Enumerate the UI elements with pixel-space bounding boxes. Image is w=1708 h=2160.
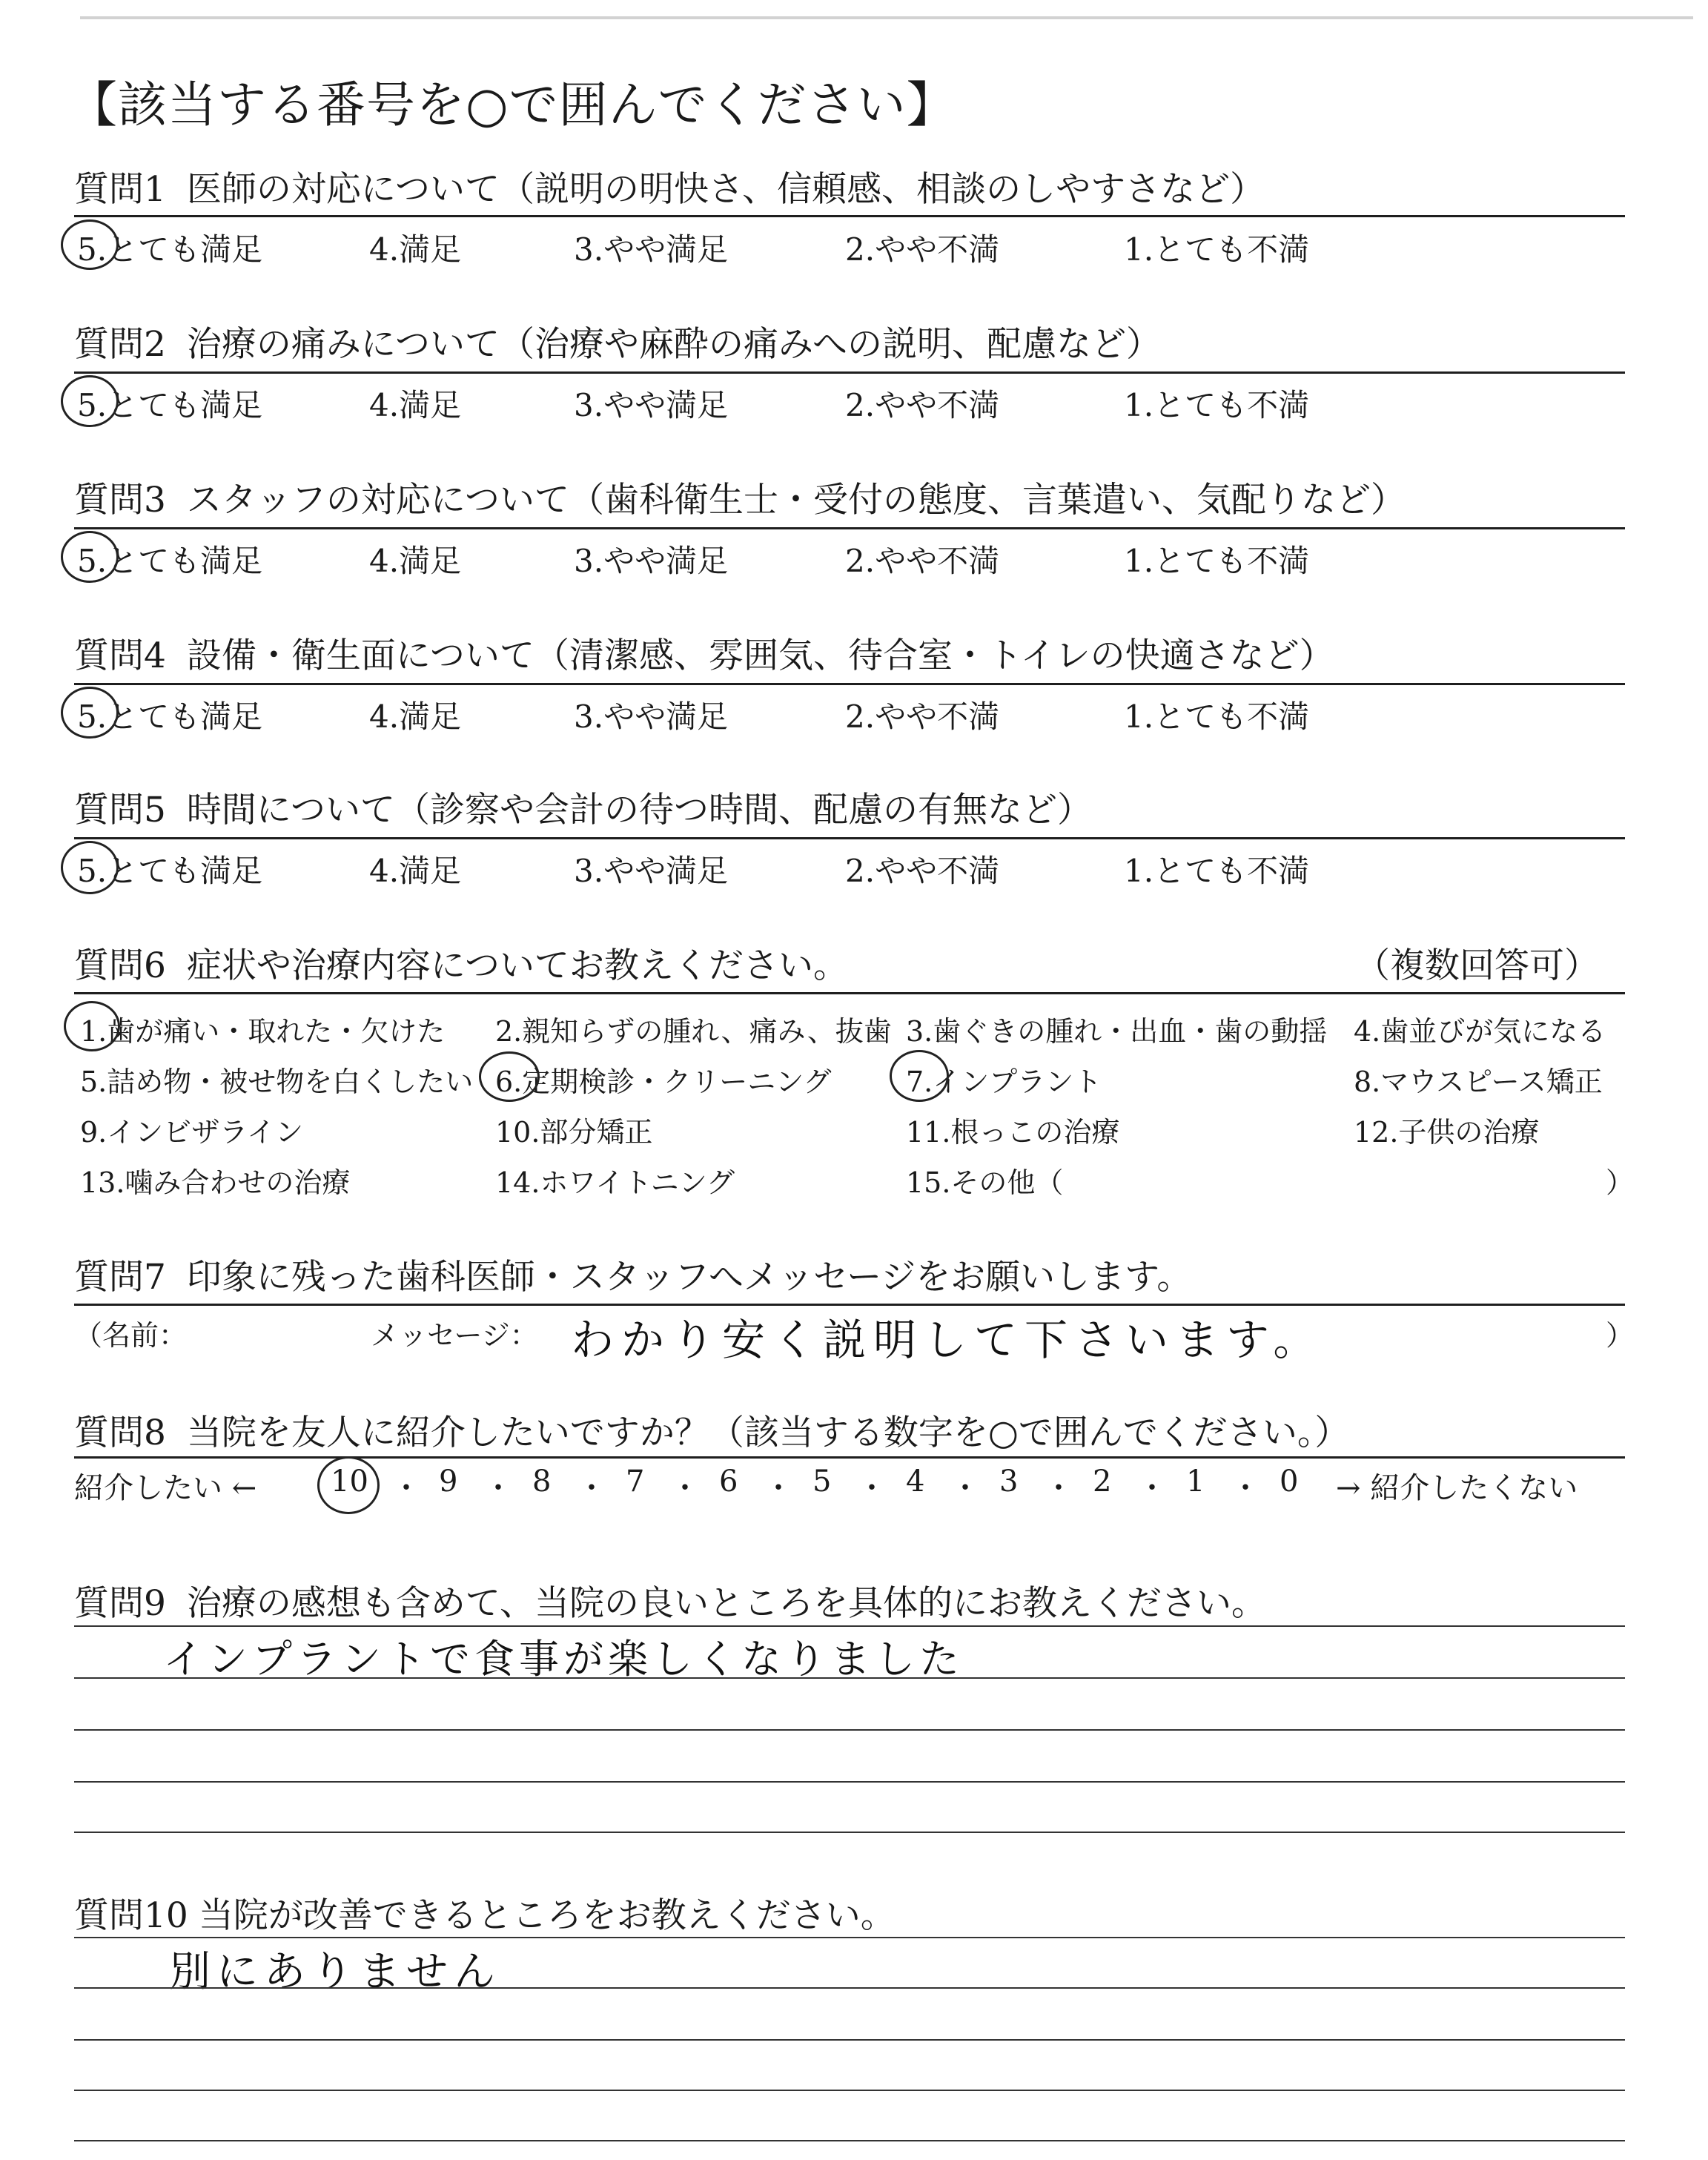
question-text: 時間について（診察や会計の待つ時間、配慮の有無など） — [186, 790, 1092, 830]
q2-option-2[interactable]: 2.やや不満 — [845, 387, 1000, 423]
question-number: 質問6 — [74, 945, 166, 986]
q3-option-1[interactable]: 1.とても不満 — [1124, 543, 1310, 579]
question-text: 当院が改善できるところをお教えください。 — [198, 1895, 896, 1936]
question-number: 質問7 — [74, 1257, 166, 1298]
q6-option-5[interactable]: 5.詰め物・被せ物を白くしたい — [80, 1066, 474, 1098]
question-5-title — [74, 782, 1092, 832]
q3-option-4[interactable]: 4.満足 — [369, 543, 462, 579]
q6-option-9[interactable]: 9.インビザライン — [80, 1116, 304, 1149]
q1-option-2[interactable]: 2.やや不満 — [845, 231, 1000, 268]
q5-option-3[interactable]: 3.やや満足 — [574, 853, 729, 889]
scale-separator: ・ — [670, 1471, 700, 1505]
question-2-title — [74, 317, 1161, 366]
name-label: （名前： — [74, 1319, 188, 1352]
answer-line — [74, 1729, 1625, 1731]
answer-line — [74, 1781, 1625, 1783]
recommend-left-label: 紹介したい ← — [74, 1471, 257, 1505]
scale-10[interactable]: 10 — [331, 1464, 368, 1499]
q1-option-4[interactable]: 4.満足 — [369, 231, 462, 268]
question-text: 設備・衛生面について（清潔感、雰囲気、待合室・トイレの快適さなど） — [186, 635, 1334, 676]
q4-option-3[interactable]: 3.やや満足 — [574, 698, 729, 735]
question-8-title — [74, 1405, 1349, 1455]
scale-1[interactable]: 1 — [1186, 1464, 1205, 1499]
scale-5[interactable]: 5 — [812, 1464, 832, 1499]
message-label: メッセージ： — [371, 1319, 538, 1352]
q6-option-6[interactable]: 6.定期検診・クリーニング — [495, 1066, 832, 1098]
q4-option-1[interactable]: 1.とても不満 — [1124, 698, 1310, 735]
question-8-rule — [74, 1456, 1625, 1459]
message-close-paren: ） — [1606, 1319, 1635, 1352]
multiple-answers-note: （複数回答可） — [1355, 945, 1599, 986]
scale-9[interactable]: 9 — [439, 1464, 458, 1499]
scale-separator: ・ — [950, 1471, 980, 1505]
q5-option-2[interactable]: 2.やや不満 — [845, 853, 1000, 889]
question-3-title — [74, 472, 1406, 522]
q6-option-15-close: ） — [1606, 1166, 1635, 1199]
q6-option-2[interactable]: 2.親知らずの腫れ、痛み、抜歯 — [495, 1015, 892, 1048]
question-text: 当院を友人に紹介したいですか？（該当する数字を○で囲んでください。） — [186, 1413, 1350, 1453]
scale-separator: ・ — [1137, 1471, 1167, 1505]
q6-option-7[interactable]: 7.インプラント — [906, 1066, 1102, 1098]
q1-option-1[interactable]: 1.とても不満 — [1124, 231, 1310, 268]
q4-option-5[interactable]: 5.とても満足 — [77, 698, 263, 735]
q3-answer-circle — [61, 531, 119, 583]
q6-answer-circle-1 — [64, 1001, 120, 1051]
question-4-rule — [74, 683, 1625, 685]
q3-option-3[interactable]: 3.やや満足 — [574, 543, 729, 579]
question-text: 症状や治療内容についてお教えください。 — [186, 945, 848, 986]
q6-option-14[interactable]: 14.ホワイトニング — [495, 1166, 735, 1199]
q6-option-15[interactable]: 15.その他（ — [906, 1166, 1064, 1199]
question-6-rule — [74, 992, 1625, 994]
q6-option-10[interactable]: 10.部分矯正 — [495, 1116, 653, 1149]
q5-answer-circle — [61, 841, 119, 894]
page-header: 【該当する番号を○で囲んでください】 — [68, 76, 956, 133]
question-number: 質問9 — [74, 1583, 166, 1624]
scale-2[interactable]: 2 — [1093, 1464, 1112, 1499]
top-border — [80, 16, 1693, 19]
q5-option-5[interactable]: 5.とても満足 — [77, 853, 263, 889]
q5-option-4[interactable]: 4.満足 — [369, 853, 462, 889]
question-text: 印象に残った歯科医師・スタッフへメッセージをお願いします。 — [186, 1257, 1192, 1298]
q6-option-8[interactable]: 8.マウスピース矯正 — [1354, 1066, 1603, 1098]
scale-7[interactable]: 7 — [626, 1464, 645, 1499]
q3-option-5[interactable]: 5.とても満足 — [77, 543, 263, 579]
q8-answer-circle — [317, 1456, 380, 1514]
answer-line — [74, 2140, 1625, 2141]
scale-separator: ・ — [391, 1471, 421, 1505]
q2-option-4[interactable]: 4.満足 — [369, 387, 462, 423]
q2-option-1[interactable]: 1.とても不満 — [1124, 387, 1310, 423]
q2-answer-circle — [61, 375, 119, 427]
scale-8[interactable]: 8 — [532, 1464, 552, 1499]
question-text: 治療の感想も含めて、当院の良いところを具体的にお教えください。 — [186, 1583, 1266, 1624]
scale-separator: ・ — [577, 1471, 606, 1505]
question-number: 質問3 — [74, 480, 166, 521]
question-9-title — [74, 1576, 1266, 1625]
q6-option-3[interactable]: 3.歯ぐきの腫れ・出血・歯の動揺 — [906, 1015, 1328, 1048]
scale-separator: ・ — [1231, 1471, 1260, 1505]
answer-line — [74, 1937, 1625, 1938]
question-3-rule — [74, 527, 1625, 529]
question-text: 治療の痛みについて（治療や麻酔の痛みへの説明、配慮など） — [186, 324, 1162, 365]
q4-option-4[interactable]: 4.満足 — [369, 698, 462, 735]
answer-line — [74, 2039, 1625, 2041]
q4-option-2[interactable]: 2.やや不満 — [845, 698, 1000, 735]
scale-3[interactable]: 3 — [999, 1464, 1019, 1499]
question-5-rule — [74, 837, 1625, 839]
q4-answer-circle — [61, 687, 119, 739]
question-number: 質問1 — [74, 169, 166, 210]
scale-separator: ・ — [857, 1471, 887, 1505]
q2-option-3[interactable]: 3.やや満足 — [574, 387, 729, 423]
q2-option-5[interactable]: 5.とても満足 — [77, 387, 263, 423]
scale-separator: ・ — [483, 1471, 513, 1505]
q3-option-2[interactable]: 2.やや不満 — [845, 543, 1000, 579]
q10-handwritten-answer: 別にありません — [169, 1948, 501, 1996]
scale-separator: ・ — [764, 1471, 793, 1505]
question-number: 質問10 — [74, 1895, 188, 1936]
question-1-title — [74, 162, 1265, 211]
question-number: 質問4 — [74, 635, 166, 676]
handwritten-message: わかり安く説明して下さいます。 — [571, 1315, 1324, 1365]
scale-6[interactable]: 6 — [719, 1464, 738, 1499]
scale-4[interactable]: 4 — [906, 1464, 925, 1499]
q6-option-4[interactable]: 4.歯並びが気になる — [1354, 1015, 1606, 1048]
answer-line — [74, 1625, 1625, 1627]
scale-separator: ・ — [1044, 1471, 1073, 1505]
answer-line — [74, 1677, 1625, 1679]
q9-handwritten-answer: インプラントで食事が楽しくなりました — [163, 1636, 964, 1682]
question-6-title — [74, 938, 848, 988]
answer-line — [74, 2090, 1625, 2091]
question-number: 質問5 — [74, 790, 166, 830]
q6-answer-circle-6 — [479, 1051, 540, 1102]
question-2-rule — [74, 371, 1625, 374]
q6-option-11[interactable]: 11.根っこの治療 — [906, 1116, 1120, 1149]
scale-0[interactable]: 0 — [1280, 1464, 1299, 1499]
question-1-rule — [74, 215, 1625, 217]
question-10-title — [74, 1888, 896, 1938]
q1-option-3[interactable]: 3.やや満足 — [574, 231, 729, 268]
question-text: スタッフの対応について（歯科衛生士・受付の態度、言葉遣い、気配りなど） — [186, 480, 1406, 521]
answer-line — [74, 1832, 1625, 1833]
q6-option-13[interactable]: 13.噛み合わせの治療 — [80, 1166, 351, 1199]
q5-option-1[interactable]: 1.とても不満 — [1124, 853, 1310, 889]
q1-option-5[interactable]: 5.とても満足 — [77, 231, 263, 268]
q6-answer-circle-7 — [890, 1050, 949, 1102]
question-number: 質問8 — [74, 1413, 166, 1453]
recommend-right-label: → 紹介したくない — [1336, 1471, 1578, 1505]
question-4-title — [74, 628, 1334, 678]
q1-answer-circle — [61, 219, 119, 270]
q6-option-1[interactable]: 1.歯が痛い・取れた・欠けた — [80, 1015, 446, 1048]
answer-line — [74, 1987, 1625, 1989]
question-text: 医師の対応について（説明の明快さ、信頼感、相談のしやすさなど） — [186, 169, 1265, 210]
question-number: 質問2 — [74, 324, 166, 365]
question-7-title — [74, 1249, 1191, 1299]
q6-option-12[interactable]: 12.子供の治療 — [1354, 1116, 1540, 1149]
